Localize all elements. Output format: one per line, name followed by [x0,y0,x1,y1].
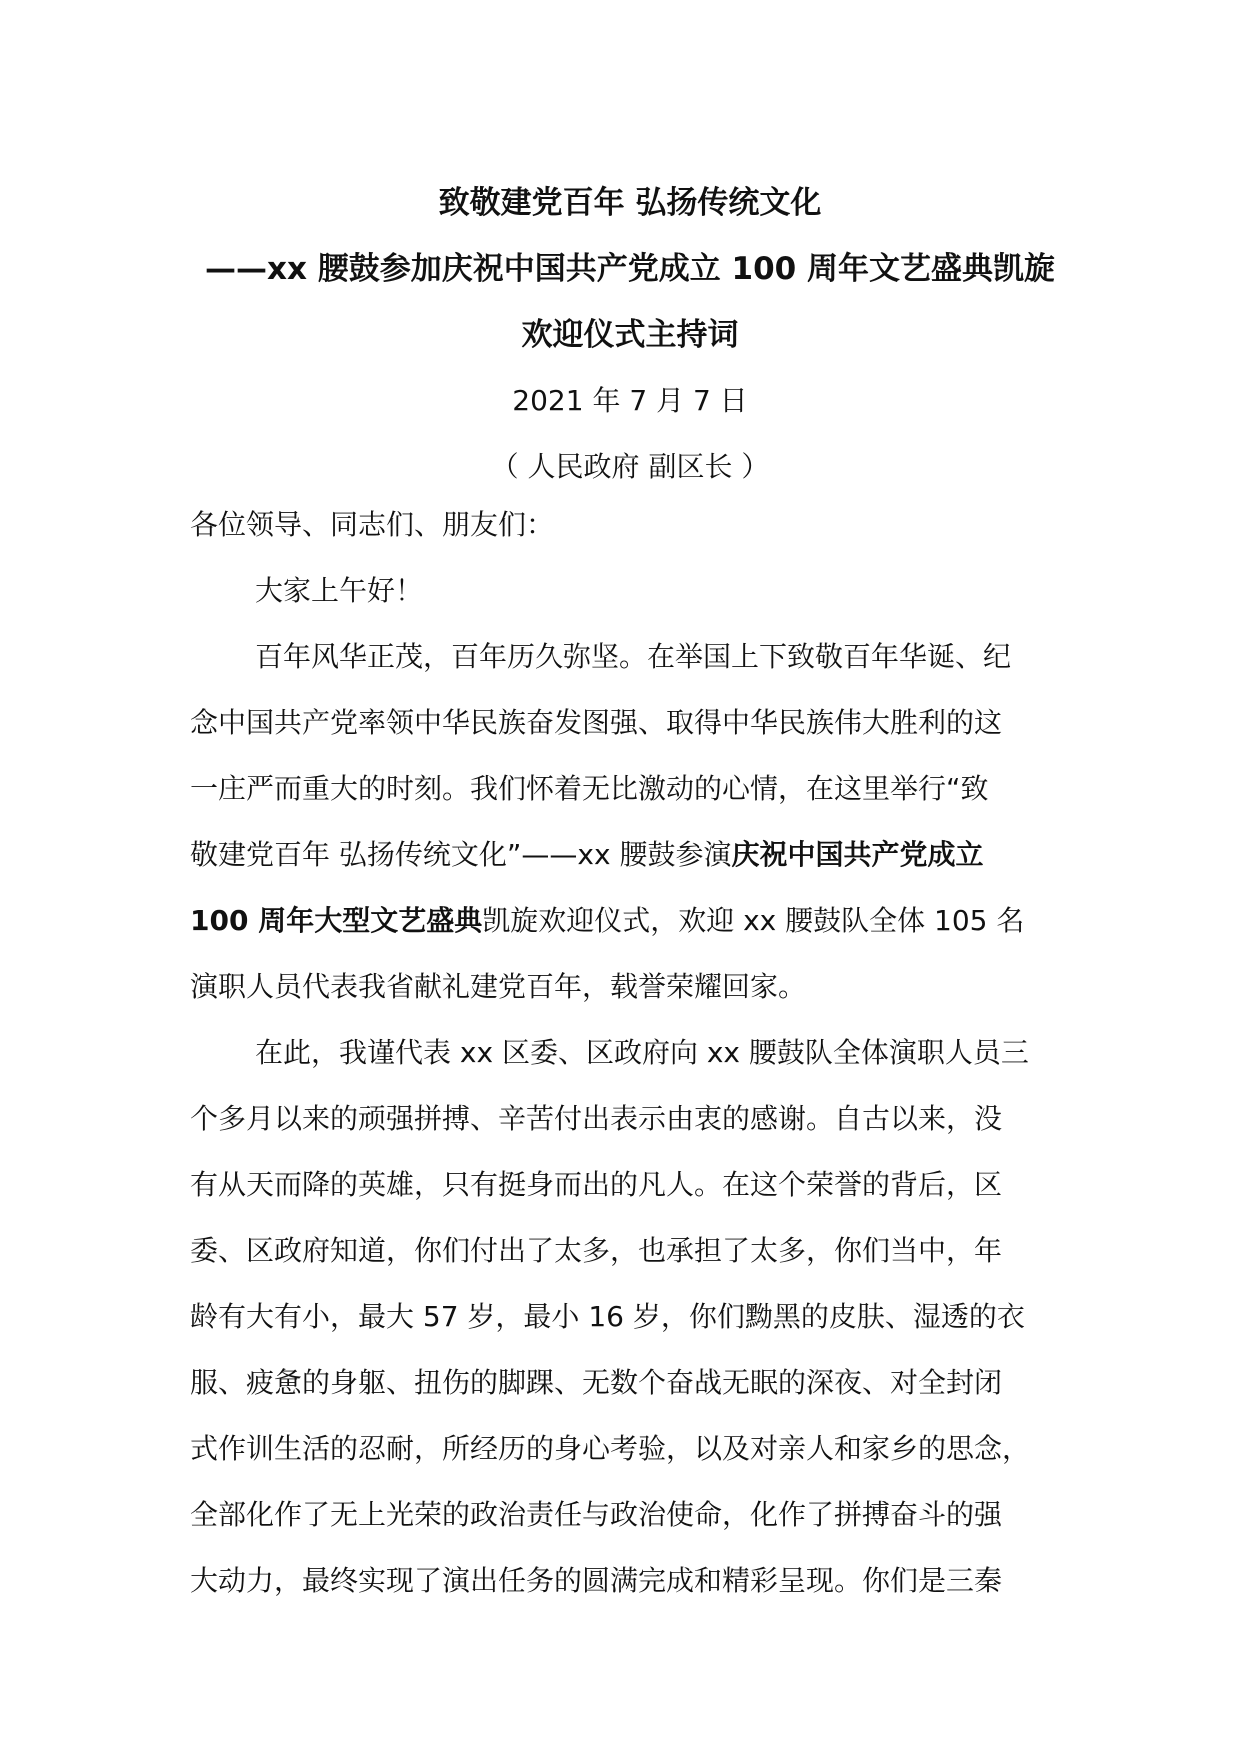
paragraph-line: 演职人员代表我省献礼建党百年，载誉荣耀回家。 [190,970,807,1003]
text-run: 凯旋欢迎仪式，欢迎 xx 腰鼓队全体 105 名 [482,904,1025,937]
paragraph-line: 服、疲惫的身躯、扭伤的脚踝、无数个奋战无眠的深夜、对全封闭 [190,1366,1003,1399]
greeting-line: 各位领导、同志们、朋友们： [190,508,555,541]
paragraph-line: 全部化作了无上光荣的政治责任与政治使命，化作了拼搏奋斗的强 [190,1498,1003,1531]
paragraph-line: 百年风华正茂，百年历久弥坚。在举国上下致敬百年华诞、纪 [255,640,1012,673]
paragraph-1 [190,624,1070,1020]
paragraph-line [190,888,1070,954]
document-title: 致敬建党百年 弘扬传统文化 [438,185,822,221]
paragraph-2 [190,1020,1070,1614]
bold-text-run: 庆祝中国共产党成立 [731,838,984,871]
bold-text-run: 100 周年大型文艺盛典 [190,904,483,937]
document-subtitle: ——xx 腰鼓参加庆祝中国共产党成立 100 周年文艺盛典凯旋 [204,251,1056,287]
document-body [190,492,1070,1614]
speaker-role: （ 人民政府 副区长 ） [490,450,770,483]
paragraph-line: 式作训生活的忍耐，所经历的身心考验，以及对亲人和家乡的思念， [190,1432,1031,1465]
text-run: 敬建党百年 弘扬传统文化”——xx 腰鼓参演 [190,838,732,871]
paragraph-line: 个多月以来的顽强拼搏、辛苦付出表示由衷的感谢。自古以来，没 [190,1102,1003,1135]
paragraph-line: 在此，我谨代表 xx 区委、区政府向 xx 腰鼓队全体演职人员三 [255,1036,1029,1069]
paragraph-line: 委、区政府知道，你们付出了太多，也承担了太多，你们当中，年 [190,1234,1003,1267]
paragraph-line: 有从天而降的英雄，只有挺身而出的凡人。在这个荣誉的背后，区 [190,1168,1003,1201]
paragraph-line: 大动力，最终实现了演出任务的圆满完成和精彩呈现。你们是三秦 [190,1564,1003,1597]
document-date: 2021 年 7 月 7 日 [512,384,748,417]
title-block [190,170,1070,500]
document-subtitle-continued: 欢迎仪式主持词 [521,317,739,353]
paragraph-line: 龄有大有小，最大 57 岁，最小 16 岁，你们黝黑的皮肤、湿透的衣 [190,1300,1025,1333]
paragraph-line: 一庄严而重大的时刻。我们怀着无比激动的心情，在这里举行“致 [190,772,989,805]
paragraph-line: 念中国共产党率领中华民族奋发图强、取得中华民族伟大胜利的这 [190,706,1003,739]
paragraph-line [190,822,1070,888]
hello-line: 大家上午好！ [255,574,424,607]
